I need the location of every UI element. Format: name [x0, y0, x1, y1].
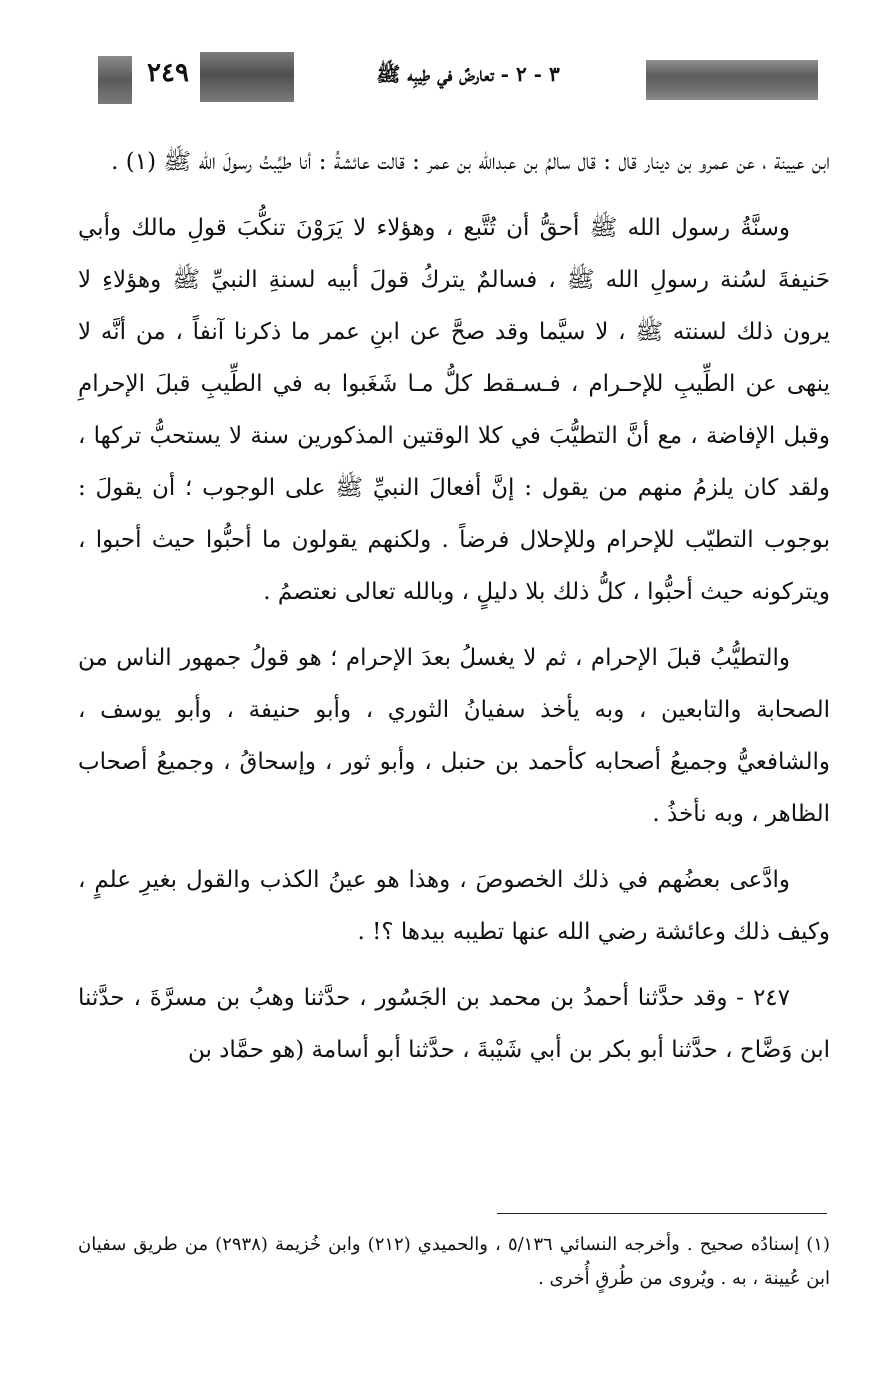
paragraph: ابن عيينة ، عن عمرو بن دينار قال : قال سالمُ بن عبدالله بن عمر : قالت عائشةُ : أنا طيَّبتُ رسولَ الله ﷺ (١) . [111, 149, 830, 175]
footnotes [78, 1228, 830, 1296]
paragraph: ٢٤٧ - وقد حدَّثنا أحمدُ بن محمد بن الجَسُور ، حدَّثنا وهبُ بن مسرَّةَ ، حدَّثنا ابن وَضَّاح ، حدَّثنا أبو بكر بن أبي شَيْبةَ ، حدَّثنا أبو أسامة (هو حمَّاد بن [78, 985, 830, 1063]
paragraph: وسنَّةُ رسول الله ﷺ أحقُّ أن تُتَّبع ، وهؤلاء لا يَرَوْنَ تنكُّبَ قولِ مالك وأبي حَنيفةَ لسُنة رسولِ الله ﷺ ، فسالمٌ يتركُ قولَ أبيه لسنةِ النبيِّ ﷺ وهؤلاءِ لا يرون ذلك لسنته ﷺ ، لا سيَّما وقد صحَّ عن ابنِ عمر ما ذكرنا آنفاً ، من أنَّه لا ينهى عن الطِّيبِ للإحـرام ، فـسـقط كلُّ مـا شَغَبوا به في الطِّيبِ قبلَ الإحرامِ وقبل الإفاضة ، مع أنَّ التطيُّبَ في كلا الوقتين المذكورين سنة لا يستحبُّ تركها ، ولقد كان يلزمُ منهم من يقول : إنَّ أفعالَ النبيِّ ﷺ على الوجوب ؛ أن يقولَ : بوجوب التطيّب للإحرام وللإحلال فرضاً . ولكنهم يقولون ما أحبُّوا حيث أحبوا ، ويتركونه حيث أحبُّوا ، كلُّ ذلك بلا دليلٍ ، وبالله تعالى نعتصمُ . [78, 215, 830, 605]
header-decoration-left [98, 56, 132, 104]
running-title: ٣ - ٢ - تعارضٌ في طِيبِه ﷺ [376, 62, 560, 86]
footnote-divider [497, 1213, 827, 1214]
paragraph: والتطيُّبُ قبلَ الإحرام ، ثم لا يغسلُ بعدَ الإحرام ؛ هو قولُ جمهور الناس من الصحابة والتابعين ، وبه يأخذ سفيانُ الثوري ، وأبو حنيفة ، وأبو يوسف ، والشافعيُّ وجميعُ أصحابه كأحمد بن حنبل ، وأبو ثور ، وإسحاقُ ، وجميعُ أصحاب الظاهر ، وبه نأخذُ . [78, 645, 830, 827]
footnote: (١) إسنادُه صحيح . وأخرجه النسائي ٥/١٣٦ ، والحميدي (٢١٢) وابن خُزيمة (٢٩٣٨) من طريق سفيان ابن عُيينة ، به . ويُروى من طُرقٍ أُخرى . [78, 1234, 830, 1289]
header-decoration-middle [200, 52, 294, 102]
main-text [78, 136, 830, 1090]
page-header [98, 52, 818, 106]
paragraph: وادَّعى بعضُهم في ذلك الخصوصَ ، وهذا هو عينُ الكذب والقول بغيرِ علمٍ ، وكيف ذلك وعائشة رضي الله عنها تطيبه بيدها ؟! . [78, 867, 830, 945]
page-number: ٢٤٩ [147, 58, 189, 88]
header-decoration-right [646, 60, 818, 100]
